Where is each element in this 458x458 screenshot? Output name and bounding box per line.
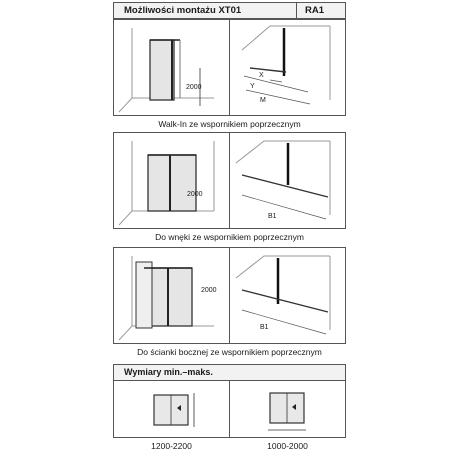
height-label: 2000 [187,191,203,198]
dimension-2-panel [230,381,345,437]
height-label: 2000 [201,287,217,294]
config-2-caption: Do wnęki ze wspornikiem poprzecznym [155,232,304,242]
recess-perspective-drawing [114,133,229,228]
plan-label-b1: B1 [268,213,277,220]
dimension-2-drawing [229,380,346,438]
height-label: 2000 [186,84,202,91]
config-3-plan [229,247,346,344]
header-divider [296,3,297,18]
walk-in-plan-drawing [230,20,345,115]
page-title: Możliwości montażu XT01 [124,5,242,16]
plan-label-b1: B1 [260,324,269,331]
side-wall-perspective-drawing [114,248,229,343]
walk-in-perspective-drawing [114,20,229,115]
plan-label-y: Y [250,83,255,90]
config-3-caption: Do ścianki bocznej ze wspornikiem poprzecznym [137,347,322,357]
config-1-perspective [113,19,230,116]
side-wall-plan-drawing [230,248,345,343]
plan-label-x: X [259,72,264,79]
config-3-perspective [113,247,230,344]
config-1-caption: Walk-In ze wspornikiem poprzecznym [158,119,301,129]
recess-plan-drawing [230,133,345,228]
config-2-perspective [113,132,230,229]
dimensions-header [113,364,346,381]
dimension-1-panel [114,381,229,437]
section-header [113,2,346,19]
dimension-1-drawing [113,380,230,438]
config-1-plan [229,19,346,116]
config-2-plan [229,132,346,229]
dimension-2-range: 1000-2000 [267,441,308,451]
dimensions-title: Wymiary min.–maks. [124,367,213,377]
plan-label-m: M [260,97,266,104]
model-code: RA1 [305,5,325,16]
dimension-1-range: 1200-2200 [151,441,192,451]
